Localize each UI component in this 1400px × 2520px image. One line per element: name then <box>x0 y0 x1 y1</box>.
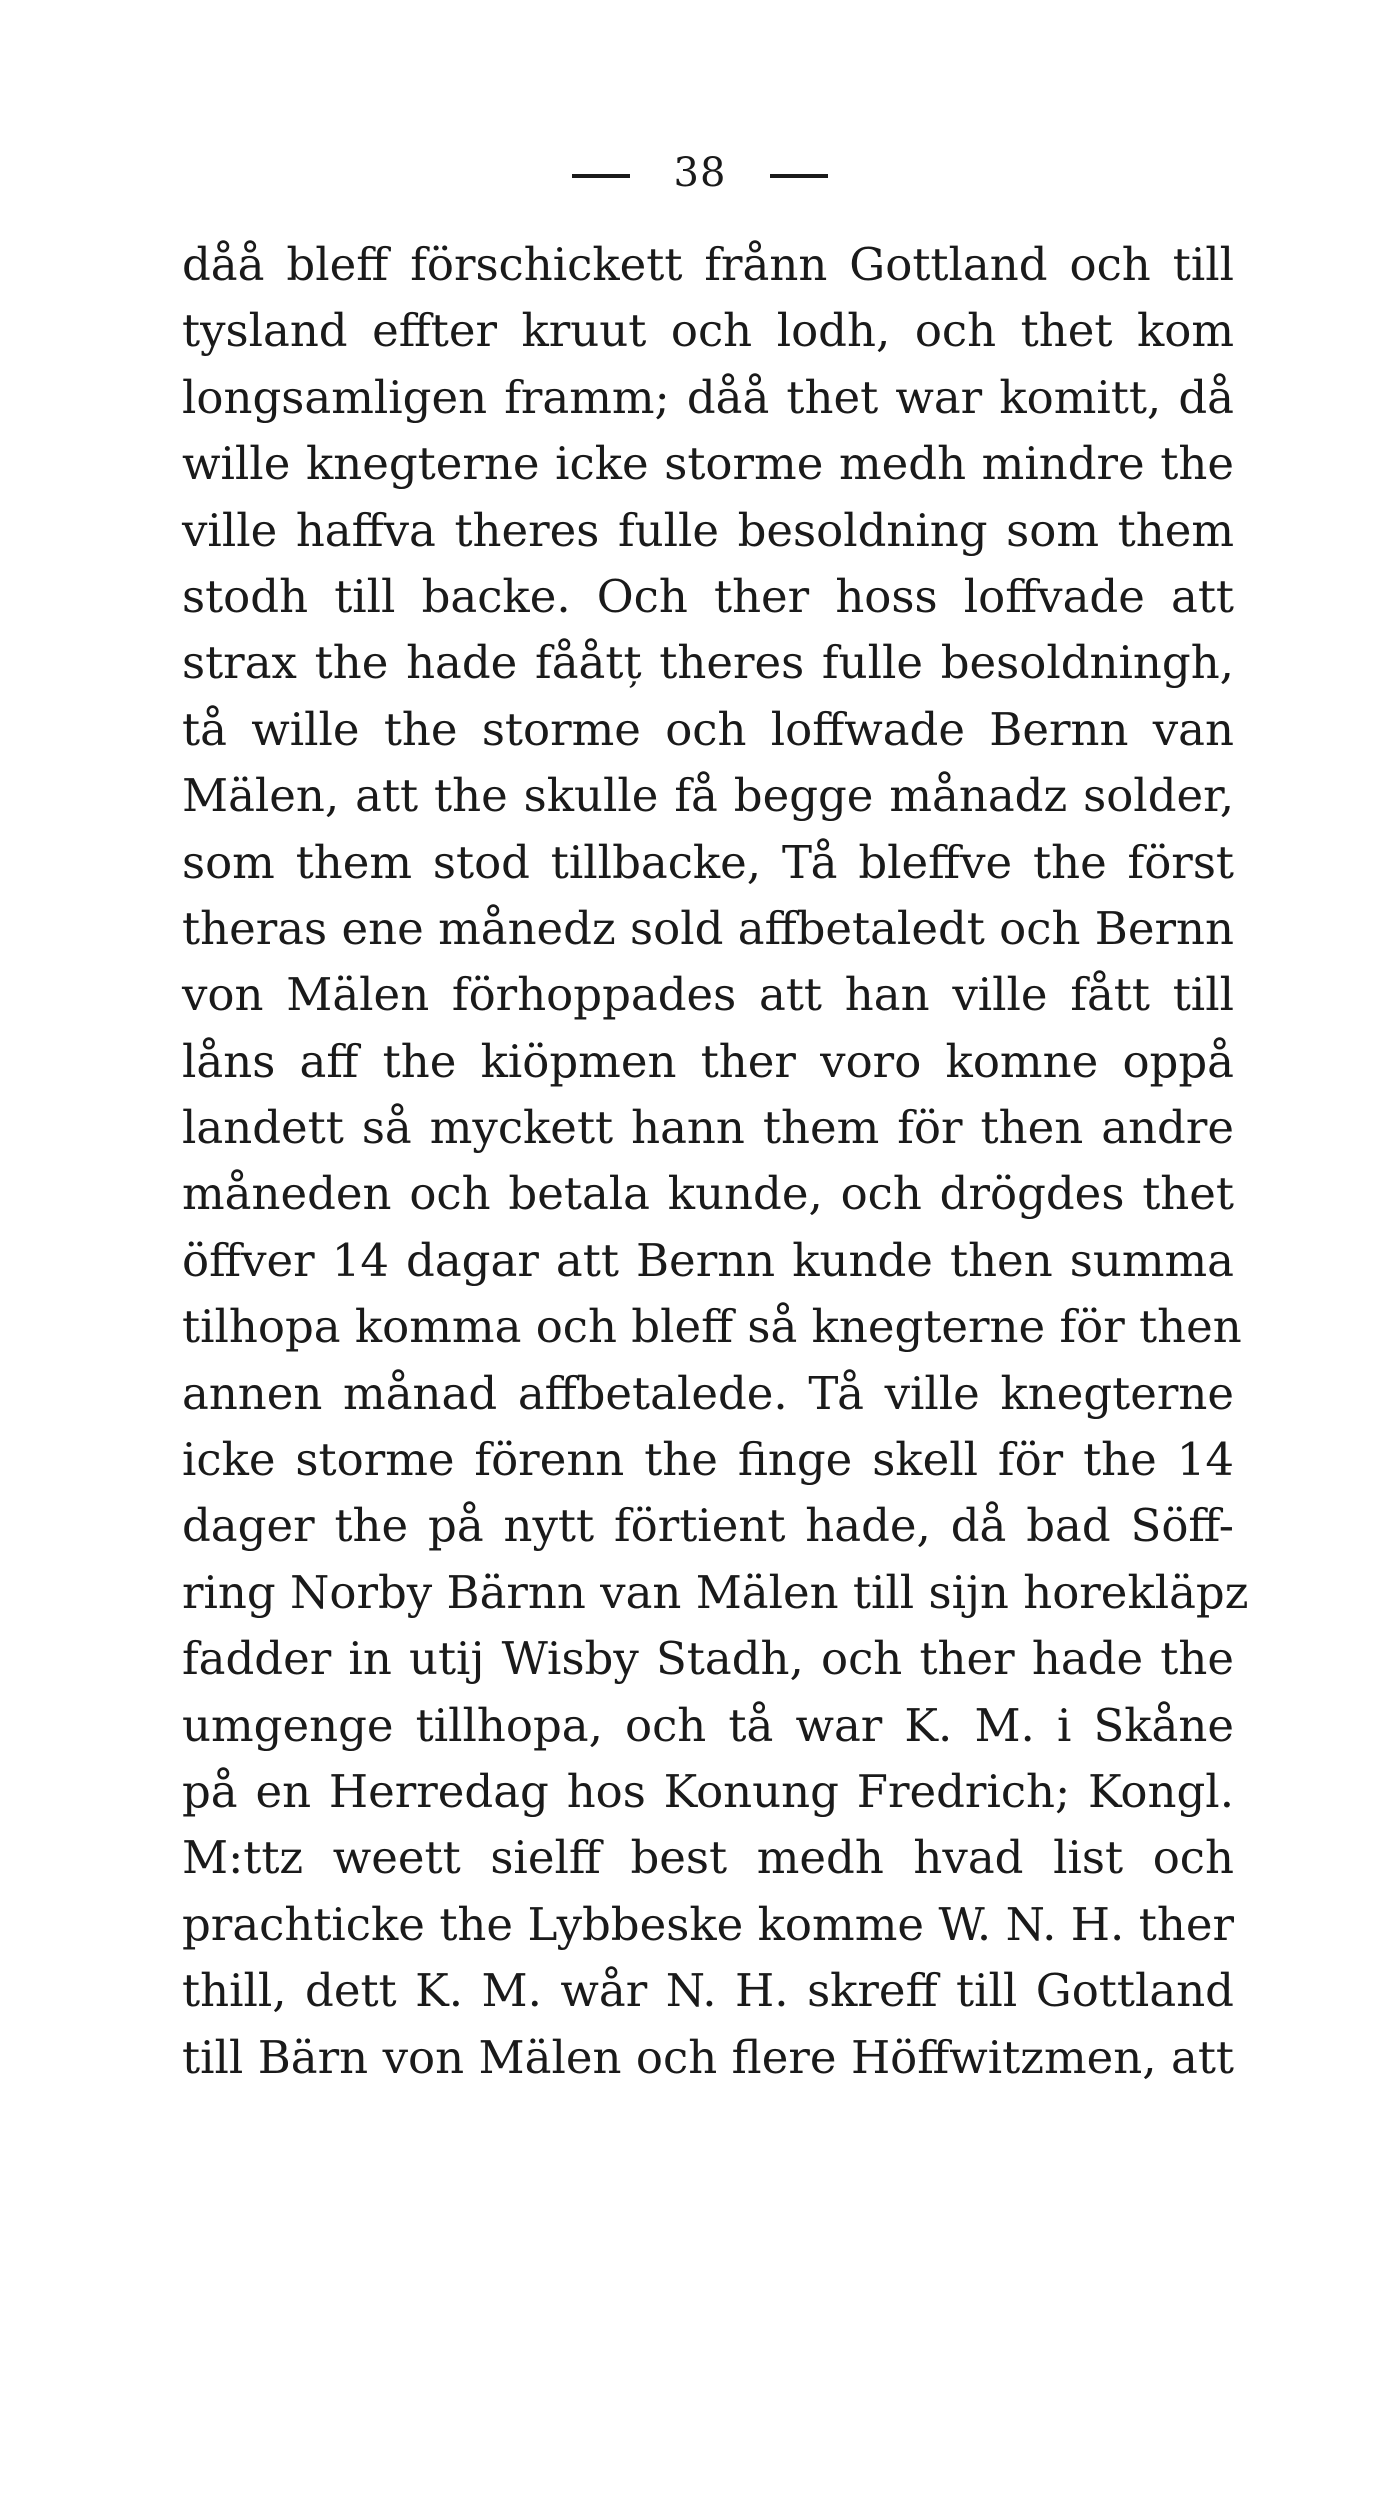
text-line: prachticke the Lybbeske komme W. N. H. ther <box>182 1897 1234 1951</box>
header-dash-right <box>770 174 828 178</box>
text-line: icke storme förenn the finge skell för the 14 <box>182 1433 1234 1487</box>
text-line: öffver 14 dagar att Bernn kunde then summa <box>182 1233 1234 1287</box>
text-line: måneden och betala kunde, och drögdes thet <box>182 1167 1234 1221</box>
text-line: M:ttz weett sielff best medh hvad list och <box>182 1831 1234 1885</box>
text-line: till Bärn von Mälen och flere Höffwitzmen, att <box>182 2030 1234 2084</box>
page-header <box>0 150 1400 196</box>
text-line: Mälen, att the skulle få begge månadz solder, <box>182 769 1234 823</box>
header-dash-left <box>572 174 630 178</box>
text-line: dager the på nytt förtient hade, då bad Söff- <box>182 1499 1234 1553</box>
text-line: stodh till backe. Och ther hoss loffvade att <box>182 569 1234 623</box>
text-line: longsamligen framm; dåå thet war komitt, då <box>182 370 1234 424</box>
page-number: 38 <box>673 150 727 196</box>
text-line: dåå bleff förschickett frånn Gottland och till <box>182 238 1234 291</box>
text-line: ville haffva theres fulle besoldning som them <box>182 503 1234 557</box>
text-line: tilhopa komma och bleff så knegterne för then <box>182 1300 1242 1354</box>
text-line: strax the hade fååtț theres fulle besoldningh, <box>182 636 1234 690</box>
text-line: wille knegterne icke storme medh mindre the <box>182 437 1234 491</box>
text-line: låns aff the kiöpmen ther voro komne oppå <box>182 1034 1234 1088</box>
text-line: som them stod tillbacke, Tå bleffve the först <box>182 835 1234 889</box>
text-line: på en Herredag hos Konung Fredrich; Kongl. <box>182 1764 1234 1818</box>
body-text <box>182 232 1249 2091</box>
text-line: theras ene månedz sold affbetaledt och Bernn <box>182 901 1234 955</box>
text-line: tå wille the storme och loffwade Bernn van <box>182 702 1234 756</box>
text-line: landett så myckett hann them för then andre <box>182 1101 1234 1155</box>
text-line: ring Norby Bärnn van Mälen till sijn horekläpz <box>182 1565 1249 1619</box>
text-line: von Mälen förhoppades att han ville fått till <box>182 968 1234 1022</box>
text-line: annen månad affbetalede. Tå ville knegterne <box>182 1366 1234 1420</box>
text-line: umgenge tillhopa, och tå war K. M. i Skåne <box>182 1698 1234 1752</box>
text-line: thill, dett K. M. wår N. H. skreff till Gottland <box>182 1964 1234 2018</box>
text-line: tysland effter kruut och lodh, och thet kom <box>182 304 1234 358</box>
text-line: fadder in utij Wisby Stadh, och ther hade the <box>182 1632 1234 1686</box>
